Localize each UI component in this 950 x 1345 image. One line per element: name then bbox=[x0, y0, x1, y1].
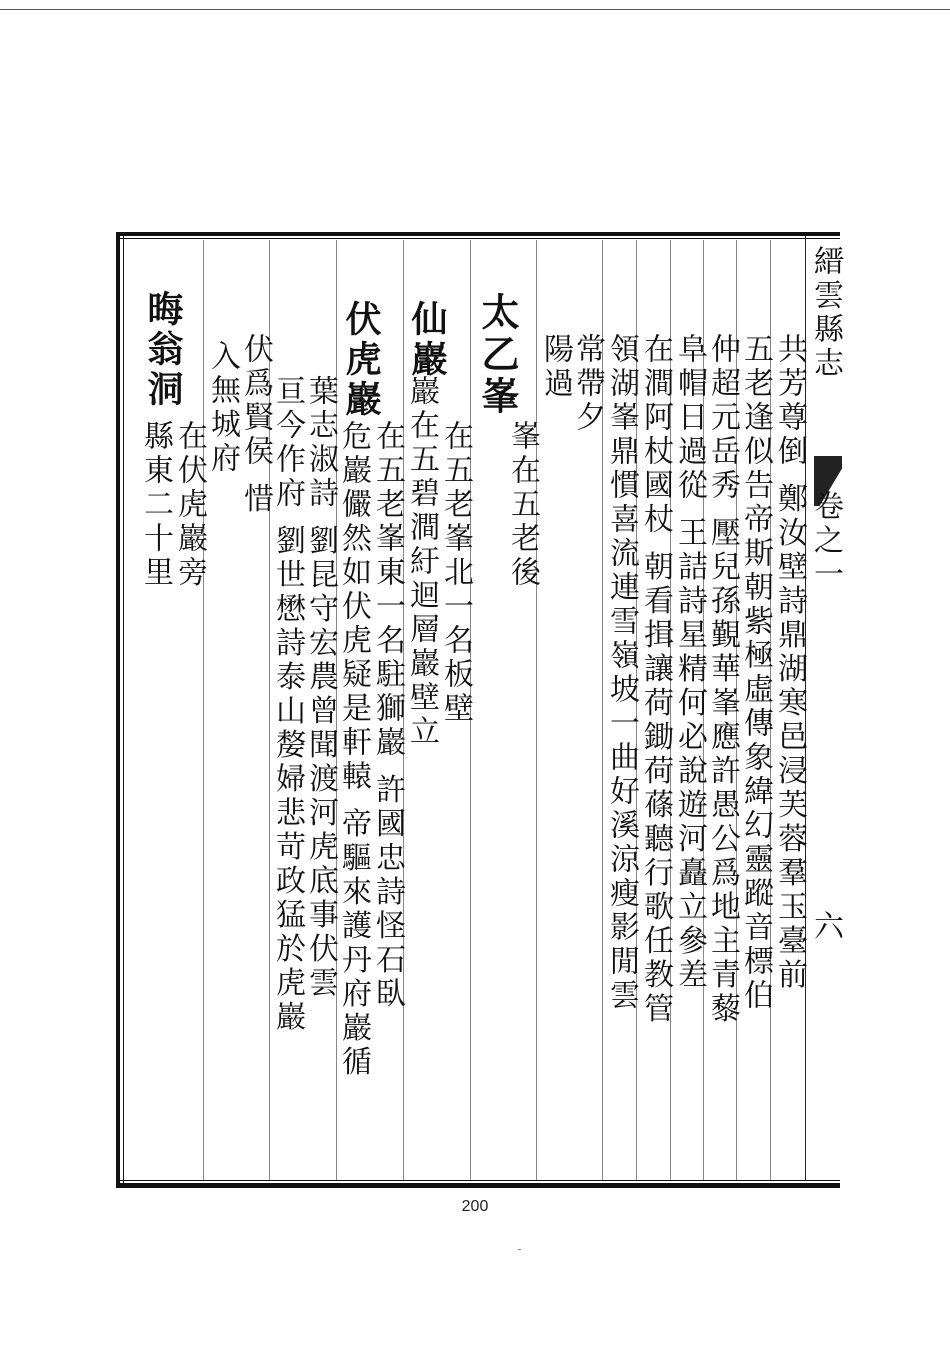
frame-top bbox=[116, 232, 840, 236]
text-column: 仲超元岳秀 壓兒孫覲華峯應許愚公爲地主青藜 bbox=[705, 333, 740, 1027]
text-column: 亘今作府 劉世懋詩泰山嫠婦悲苛政猛於虎巖 bbox=[270, 375, 305, 1035]
page-number: 200 bbox=[461, 1198, 489, 1215]
top-rule bbox=[0, 9, 950, 10]
frame-left-inner bbox=[123, 232, 124, 1187]
text-column: 五老逢似告帝斯朝紫極虛傳象緯幻靈蹤音標伯 bbox=[738, 333, 773, 1013]
text-column: 葉志淑詩 劉昆守宏農曾聞渡河虎底事伏雲 bbox=[303, 375, 338, 1001]
text-column: 在澗阿杖國杖 朝看揖讓荷鋤荷蓧聽行歌任教管 bbox=[638, 333, 673, 1027]
text-column: 縣東二十里 bbox=[138, 420, 173, 590]
text-column: 常帶夕 bbox=[570, 333, 605, 435]
frame-left bbox=[116, 232, 120, 1187]
text-column: 陽過 bbox=[538, 333, 573, 401]
text-column: 峯在五老後 bbox=[505, 420, 540, 590]
text-column: 阜帽日過從 王詰詩星精何必說遊河矗立參差 bbox=[672, 333, 707, 993]
text-column: 危巖儼然如伏虎疑是軒轅 帝驅來護丹府巖循 bbox=[336, 420, 371, 1080]
text-column: 入無城府 bbox=[205, 340, 240, 476]
text-column: 在五老峯北一名板壁 bbox=[438, 420, 473, 726]
volume-label: 卷之一 bbox=[808, 490, 843, 592]
text-column: 在五老峯東一名駐獅巖 許國忠詩怪石臥 bbox=[370, 420, 405, 1012]
text-column: 巖在五碧澗紆迴層巖壁立 bbox=[404, 375, 439, 749]
frame-bottom bbox=[116, 1183, 840, 1188]
entry-heading: 晦翁洞 bbox=[142, 290, 184, 410]
entry-heading: 太乙峯 bbox=[475, 292, 520, 418]
frame-top-inner bbox=[116, 238, 840, 239]
text-column: 領湖峯鼎慣喜流連雪嶺坡一曲好溪涼瘦影閒雲 bbox=[604, 333, 639, 1013]
folio-number: 六 bbox=[808, 910, 843, 944]
running-head: 縉雲縣志 bbox=[808, 245, 843, 381]
text-column: 伏爲賢侯 惜 bbox=[238, 333, 273, 517]
frame-bottom-inner bbox=[116, 1180, 840, 1181]
entry-heading: 伏虎巖 bbox=[340, 300, 382, 420]
entry-heading: 仙巖 bbox=[406, 300, 448, 380]
scan-speck bbox=[518, 1249, 521, 1250]
text-column: 共芳尊倒 鄭汝壁詩鼎湖寒邑浸芙蓉羣玉臺前 bbox=[772, 333, 807, 993]
text-column: 在伏虎巖旁 bbox=[172, 420, 207, 590]
